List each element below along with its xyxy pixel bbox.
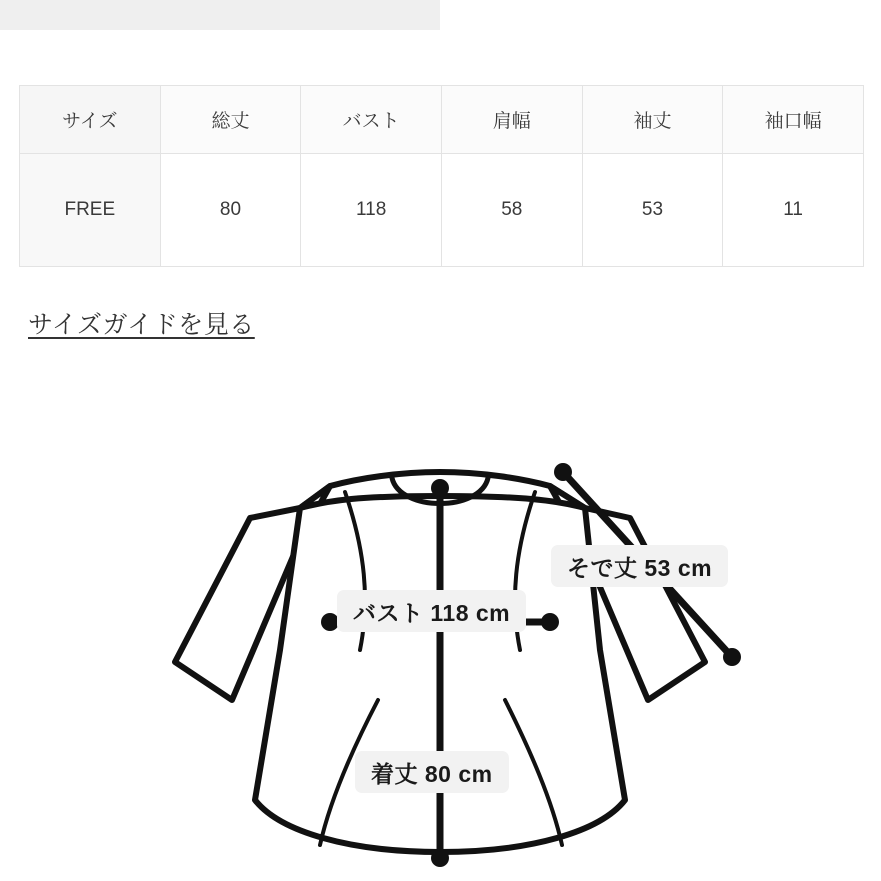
table-header-cell: 総丈 (160, 86, 301, 154)
table-header-cell: サイズ (20, 86, 161, 154)
size-guide-link[interactable]: サイズガイドを見る (28, 311, 255, 339)
sleeve-measure-endpoint-bottom (723, 648, 741, 666)
table-cell: 118 (301, 154, 442, 267)
table-cell: 53 (582, 154, 723, 267)
table-cell: 58 (441, 154, 582, 267)
table-header-cell: バスト (301, 86, 442, 154)
size-table (19, 85, 864, 267)
table-header-cell: 袖口幅 (723, 86, 864, 154)
sleeve-length-label: そで丈 53 cm (551, 545, 728, 587)
garment-illustration (0, 400, 881, 881)
table-header-cell: 肩幅 (441, 86, 582, 154)
garment-drawing (0, 400, 881, 881)
top-grey-bar (0, 0, 440, 30)
size-table-head (20, 86, 864, 154)
length-measure-endpoint-top (431, 479, 449, 497)
table-cell: FREE (20, 154, 161, 267)
table-cell: 11 (723, 154, 864, 267)
bust-measure-endpoint-right (541, 613, 559, 631)
sleeve-measure-endpoint-top (554, 463, 572, 481)
table-cell: 80 (160, 154, 301, 267)
table-row (20, 154, 864, 267)
table-header-cell: 袖丈 (582, 86, 723, 154)
size-table-body (20, 154, 864, 267)
size-table-container (19, 85, 864, 267)
length-measure-endpoint-bottom (431, 849, 449, 867)
garment-length-label: 着丈 80 cm (355, 751, 509, 793)
bust-label: バスト 118 cm (337, 590, 526, 632)
table-header-row (20, 86, 864, 154)
